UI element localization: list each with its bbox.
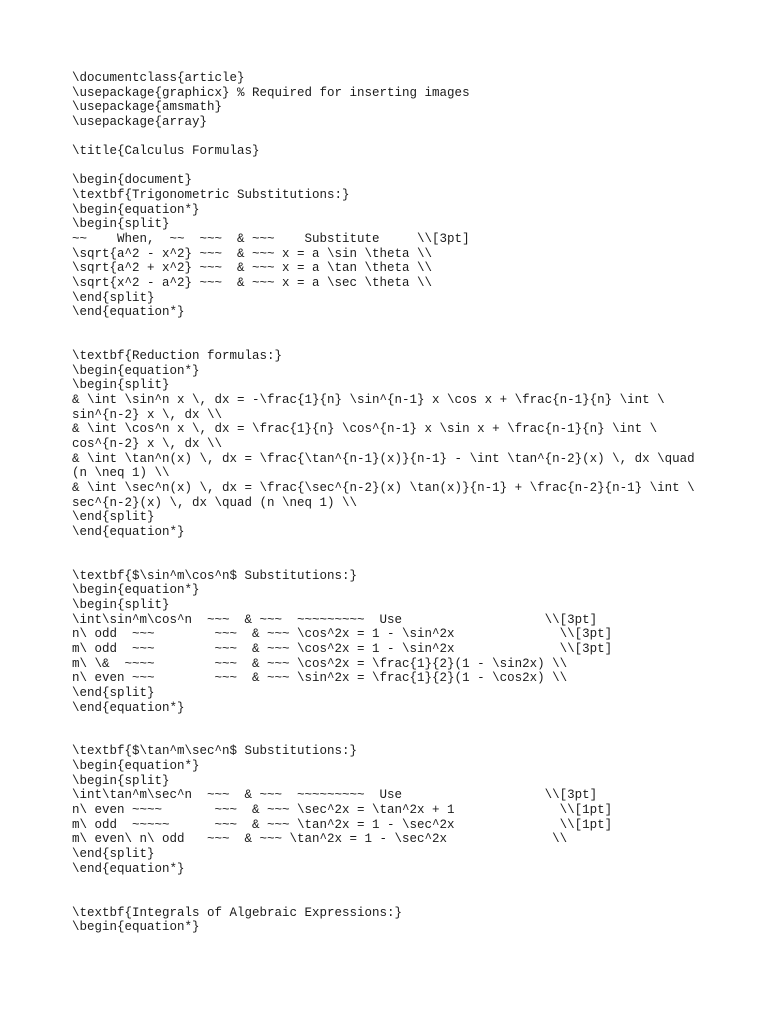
- source-line: \sqrt{x^2 - a^2} ~~~ & ~~~ x = a \sec \theta \\: [72, 275, 433, 290]
- source-line: \begin{split}: [72, 217, 170, 232]
- source-line: \end{split}: [72, 846, 155, 861]
- source-line: \sqrt{a^2 + x^2} ~~~ & ~~~ x = a \tan \theta \\: [72, 261, 433, 276]
- source-line: \int\tan^m\sec^n ~~~ & ~~~ ~~~~~~~~~ Use \\[3pt]: [72, 788, 598, 803]
- source-line: \end{split}: [72, 290, 155, 305]
- source-line: \textbf{Trigonometric Substitutions:}: [72, 188, 350, 203]
- source-line: cos^{n-2} x \, dx \\: [72, 437, 223, 452]
- source-line: \usepackage{amsmath}: [72, 100, 223, 115]
- source-line: \begin{equation*}: [72, 202, 200, 217]
- source-line: \begin{split}: [72, 598, 170, 613]
- source-line: & \int \cos^n x \, dx = \frac{1}{n} \cos^{n-1} x \sin x + \frac{n-1}{n} \int \: [72, 422, 658, 437]
- source-line: \begin{equation*}: [72, 759, 200, 774]
- source-line: [72, 540, 712, 555]
- source-line: [72, 876, 712, 891]
- latex-source-document: [72, 71, 712, 935]
- source-line: n\ even ~~~~ ~~~ & ~~~ \sec^2x = \tan^2x + 1 \\[1pt]: [72, 803, 613, 818]
- source-line: \documentclass{article}: [72, 71, 245, 85]
- source-line: & \int \sin^n x \, dx = -\frac{1}{n} \sin^{n-1} x \cos x + \frac{n-1}{n} \int \: [72, 393, 665, 408]
- source-line: & \int \sec^n(x) \, dx = \frac{\sec^{n-2}(x) \tan(x)}{n-1} + \frac{n-2}{n-1} \int \: [72, 480, 695, 495]
- source-line: \begin{split}: [72, 378, 170, 393]
- source-line: ~~ When, ~~ ~~~ & ~~~ Substitute \\[3pt]: [72, 232, 470, 247]
- source-line: [72, 335, 712, 350]
- source-line: [72, 715, 712, 730]
- source-line: \begin{split}: [72, 773, 170, 788]
- source-line: \end{equation*}: [72, 305, 185, 320]
- source-line: m\ odd ~~~~~ ~~~ & ~~~ \tan^2x = 1 - \sec^2x \\[1pt]: [72, 817, 613, 832]
- source-line: \end{equation*}: [72, 524, 185, 539]
- source-line: sin^{n-2} x \, dx \\: [72, 407, 223, 422]
- source-line: [72, 130, 712, 145]
- source-line: \textbf{$\tan^m\sec^n$ Substitutions:}: [72, 744, 358, 759]
- source-line: m\ \& ~~~~ ~~~ & ~~~ \cos^2x = \frac{1}{2}(1 - \sin2x) \\: [72, 656, 568, 671]
- source-line: m\ odd ~~~ ~~~ & ~~~ \cos^2x = 1 - \sin^2x \\[3pt]: [72, 641, 613, 656]
- source-line: \usepackage{array}: [72, 114, 208, 129]
- source-line: n\ odd ~~~ ~~~ & ~~~ \cos^2x = 1 - \sin^2x \\[3pt]: [72, 627, 613, 642]
- source-line: & \int \tan^n(x) \, dx = \frac{\tan^{n-1}(x)}{n-1} - \int \tan^{n-2}(x) \, dx \quad: [72, 451, 695, 466]
- source-line: \title{Calculus Formulas}: [72, 144, 260, 159]
- source-line: \begin{document}: [72, 173, 193, 188]
- source-line: \sqrt{a^2 - x^2} ~~~ & ~~~ x = a \sin \theta \\: [72, 246, 433, 261]
- source-line: [72, 891, 712, 906]
- source-line: [72, 554, 712, 569]
- source-line: \begin{equation*}: [72, 920, 200, 935]
- source-line: \textbf{Integrals of Algebraic Expressions:}: [72, 905, 403, 920]
- source-line: n\ even ~~~ ~~~ & ~~~ \sin^2x = \frac{1}{2}(1 - \cos2x) \\: [72, 671, 568, 686]
- source-line: [72, 320, 712, 335]
- source-line: \end{split}: [72, 510, 155, 525]
- source-line: \end{equation*}: [72, 861, 185, 876]
- source-line: \usepackage{graphicx} % Required for inserting images: [72, 85, 470, 100]
- source-line: \textbf{$\sin^m\cos^n$ Substitutions:}: [72, 568, 358, 583]
- source-line: \end{equation*}: [72, 700, 185, 715]
- source-line: (n \neq 1) \\: [72, 466, 170, 481]
- source-line: \int\sin^m\cos^n ~~~ & ~~~ ~~~~~~~~~ Use \\[3pt]: [72, 612, 598, 627]
- source-line: \begin{equation*}: [72, 363, 200, 378]
- source-line: [72, 159, 712, 174]
- source-line: \textbf{Reduction formulas:}: [72, 349, 283, 364]
- source-line: \end{split}: [72, 685, 155, 700]
- source-line: \begin{equation*}: [72, 583, 200, 598]
- source-line: [72, 730, 712, 745]
- source-line: sec^{n-2}(x) \, dx \quad (n \neq 1) \\: [72, 495, 358, 510]
- source-line: m\ even\ n\ odd ~~~ & ~~~ \tan^2x = 1 - \sec^2x \\: [72, 832, 568, 847]
